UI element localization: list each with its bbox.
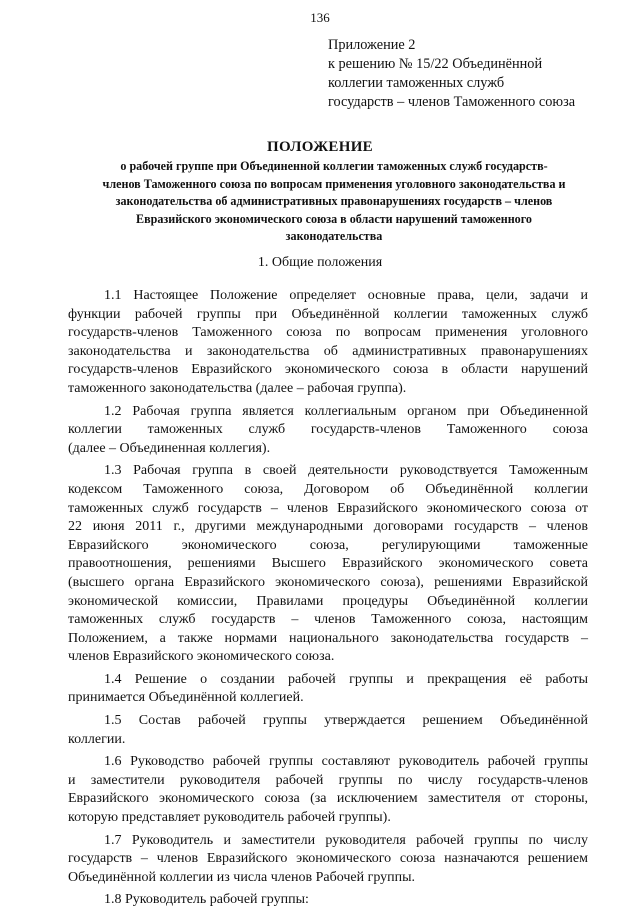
paragraph-line: членов Евразийского экономического союза. — [68, 649, 335, 665]
paragraph — [68, 832, 588, 888]
subtitle-line: законодательства об административных правонарушениях государств – членов — [115, 194, 553, 208]
paragraph — [68, 712, 588, 749]
paragraph-line: государств-членов Таможенного союза по вопросам применения уголовного — [68, 325, 588, 341]
paragraph-line: экономической комиссии, Правилами процедуры Объединённой коллегии — [68, 593, 588, 609]
paragraph-line: 1.1 Настоящее Положение определяет основные права, цели, задачи и — [104, 288, 588, 303]
paragraph-line: Евразийского экономического союза, регулирующими таможенные — [68, 537, 588, 553]
paragraph-line: 22 июня 2011 г., другими международными договорами государств – членов — [68, 519, 588, 535]
paragraph-line: кодексом Таможенного союза, Договором об Объединённой коллегии — [68, 481, 588, 497]
paragraph — [68, 753, 588, 827]
paragraph-line: коллегии. — [68, 731, 126, 747]
paragraph-line: 1.5 Состав рабочей группы утверждается решением Объединённой — [104, 713, 588, 729]
paragraph-line: таможенных служб государств – членов Таможенного союза, настоящим — [68, 612, 588, 628]
paragraph-line: 1.4 Решение о создании рабочей группы и прекращения её работы — [104, 671, 588, 687]
document-subtitle — [84, 158, 584, 246]
paragraph-line: которую представляет руководитель рабочей группы). — [68, 810, 391, 826]
body-text — [68, 287, 588, 914]
paragraph-line: законодательства и законодательства об административных правонарушениях — [68, 343, 588, 359]
paragraph-line: государств-членов Евразийского экономического союза в области нарушений — [68, 362, 588, 378]
subtitle-line: о рабочей группе при Объединенной коллегии таможенных служб государств- — [120, 159, 548, 173]
paragraph-line: принимается Объединённой коллегией. — [68, 690, 304, 706]
paragraph-line: 1.6 Руководство рабочей группы составляют руководитель рабочей группы — [104, 754, 588, 770]
paragraph-line: 1.2 Рабочая группа является коллегиальным органом при Объединенной — [104, 403, 588, 419]
page-number: 136 — [310, 10, 330, 25]
section-heading: 1. Общие положения — [257, 255, 383, 270]
paragraph-line: правоотношения, решениями Высшего Евразийского экономического совета — [68, 556, 588, 572]
appendix-line: Приложение 2 — [328, 37, 416, 53]
document-title: ПОЛОЖЕНИЕ — [267, 139, 373, 155]
paragraph-line: 1.8 Руководитель рабочей группы: — [104, 892, 309, 908]
paragraph-line: таможенных служб государств – членов Евразийского экономического союза от — [68, 500, 588, 516]
paragraph-line: 1.3 Рабочая группа в своей деятельности руководствуется Таможенным — [104, 463, 588, 479]
paragraph-line: и заместители руководителя рабочей группы по числу государств-членов — [68, 772, 588, 788]
subtitle-line: законодательства — [285, 229, 383, 243]
paragraph-line: 1.7 Руководитель и заместители руководителя рабочей группы по числу — [104, 832, 588, 848]
paragraph-line: Положением, а также нормами национального законодательства государств – — [68, 630, 588, 646]
paragraph-line: государств – членов Евразийского экономического союза назначаются решением — [68, 851, 588, 867]
appendix-line: государств – членов Таможенного союза — [328, 94, 576, 110]
paragraph — [68, 671, 588, 708]
paragraph-line: Объединённой коллегии из числа членов Рабочей группы. — [68, 869, 416, 885]
paragraph-line: функции рабочей группы при Объединённой коллегии таможенных служб — [68, 306, 588, 322]
paragraph — [68, 462, 588, 667]
appendix-line: к решению № 15/22 Объединённой — [328, 56, 543, 72]
subtitle-line: членов Таможенного союза по вопросам применения уголовного законодательства и — [102, 176, 566, 191]
appendix-line: коллегии таможенных служб — [328, 75, 505, 91]
paragraph — [68, 891, 588, 910]
paragraph-line: Евразийского экономического союза (за исключением заместителя от стороны, — [68, 791, 588, 807]
paragraph-line: коллегии таможенных служб государств-членов Таможенного союза — [68, 422, 588, 438]
paragraph-line: таможенного законодательства (далее – рабочая группа). — [68, 380, 407, 396]
paragraph — [68, 403, 588, 459]
paragraph-line: (далее – Объединенная коллегия). — [68, 440, 271, 456]
appendix-reference — [328, 36, 628, 112]
subtitle-line: Евразийского экономического союза в области нарушений таможенного — [136, 211, 532, 226]
paragraph-line: (высшего органа Евразийского экономического союза), решениями Евразийской — [68, 574, 588, 590]
paragraph — [68, 287, 588, 399]
